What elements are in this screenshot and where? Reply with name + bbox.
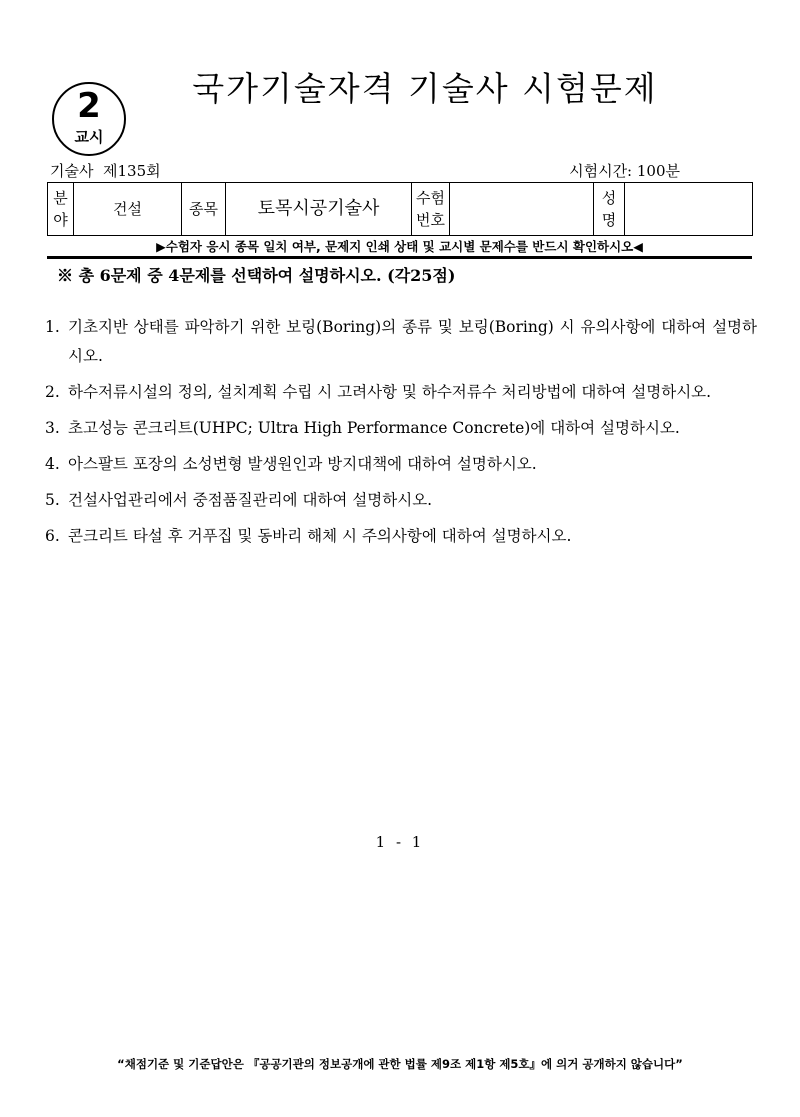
exam-round: 기술사 제135회 — [50, 162, 161, 180]
exam-number-label — [412, 183, 450, 236]
exam-number-label-top: 수험 — [416, 189, 445, 207]
field-label-top: 분 — [53, 189, 68, 207]
exam-time: 시험시간: 100분 — [569, 162, 680, 180]
question-number: 5. — [45, 491, 60, 509]
question-number: 2. — [45, 383, 60, 401]
name-field[interactable] — [625, 183, 753, 236]
question-item — [45, 486, 757, 515]
question-item — [45, 522, 757, 551]
question-text: 콘크리트 타설 후 거푸집 및 동바리 해체 시 주의사항에 대하여 설명하시오. — [68, 527, 572, 545]
question-item — [45, 450, 757, 479]
question-text: 하수저류시설의 정의, 설치계획 수립 시 고려사항 및 하수저류수 처리방법에 대하여 설명하시오. — [68, 383, 712, 401]
page-title: 국가기술자격 기술사 시험문제 — [192, 69, 658, 108]
footer-note: “채점기준 및 기준답안은 『공공기관의 정보공개에 관한 법률 제9조 제1항 제5호』에 의거 공개하지 않습니다” — [117, 1057, 683, 1071]
question-item — [45, 414, 757, 443]
instruction: ※ 총 6문제 중 4문제를 선택하여 설명하시오. (각25점) — [57, 266, 456, 285]
exam-number-field[interactable] — [450, 183, 594, 236]
exam-number-label-bottom: 번호 — [416, 211, 445, 229]
question-text: 초고성능 콘크리트(UHPC; Ultra High Performance Concrete)에 대하여 설명하시오. — [68, 419, 680, 437]
session-badge — [52, 82, 126, 156]
question-list — [45, 313, 757, 558]
field-value: 건설 — [74, 183, 182, 236]
name-label-bottom: 명 — [601, 211, 617, 229]
question-item — [45, 313, 757, 371]
question-text: 건설사업관리에서 중점품질관리에 대하여 설명하시오. — [68, 491, 433, 509]
question-number: 4. — [45, 455, 60, 473]
question-text: 기초지반 상태를 파악하기 위한 보링(Boring)의 종류 및 보링(Boring) 시 유의사항에 대하여 설명하시오. — [68, 318, 757, 365]
question-number: 3. — [45, 419, 60, 437]
question-text: 아스팔트 포장의 소성변형 발생원인과 방지대책에 대하여 설명하시오. — [68, 455, 537, 473]
field-label-bottom: 야 — [53, 211, 68, 229]
name-label — [594, 183, 625, 236]
page-number: 1 - 1 — [375, 833, 425, 851]
session-number: 2 — [77, 86, 101, 126]
category-label: 종목 — [182, 183, 226, 236]
question-number: 1. — [45, 318, 60, 336]
candidate-info-table — [47, 182, 753, 236]
session-label: 교시 — [74, 128, 104, 146]
divider — [47, 256, 752, 259]
question-number: 6. — [45, 527, 60, 545]
check-notice: ▶수험자 응시 종목 일치 여부, 문제지 인쇄 상태 및 교시별 문제수를 반드시 확인하시오◀ — [156, 239, 643, 254]
question-item — [45, 378, 757, 407]
field-label — [48, 183, 74, 236]
name-label-top: 성 — [601, 189, 617, 207]
category-value: 토목시공기술사 — [226, 183, 412, 236]
